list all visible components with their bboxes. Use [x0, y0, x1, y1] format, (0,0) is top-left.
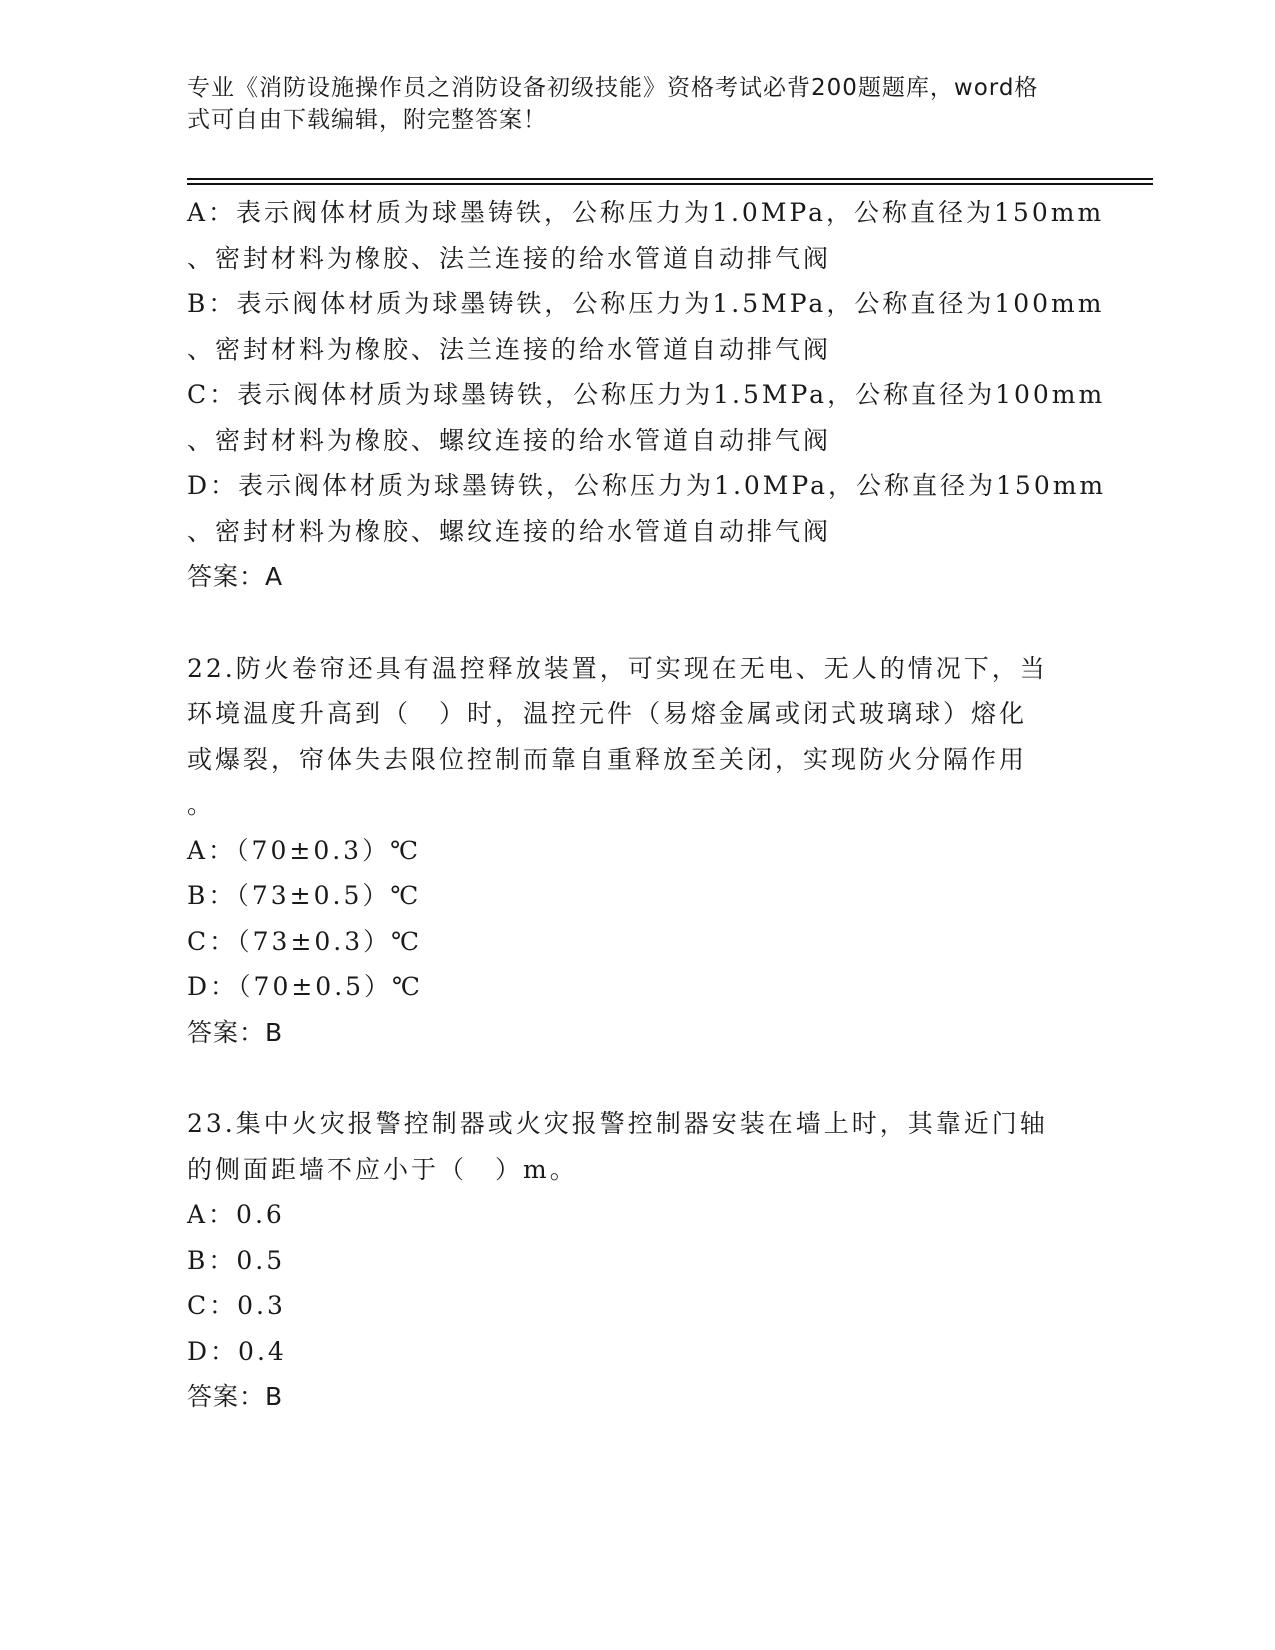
- q21-option-a-line-2: 、密封材料为橡胶、法兰连接的给水管道自动排气阀: [187, 243, 832, 273]
- q21-option-c-line-1: C：表示阀体材质为球墨铸铁，公称压力为1.5MPa，公称直径为100mm: [187, 380, 1106, 409]
- q23-option-a: A：0.6: [187, 1200, 285, 1229]
- q21-option-c-line-2: 、密封材料为橡胶、螺纹连接的给水管道自动排气阀: [187, 425, 832, 455]
- q23-stem-line-2: 的侧面距墙不应小于（ ）m。: [187, 1154, 578, 1184]
- q22-stem-line-1: 22.防火卷帘还具有温控释放装置，可实现在无电、无人的情况下，当: [187, 653, 1048, 683]
- question-23: [187, 1101, 1087, 1420]
- q21-option-b-line-1: B：表示阀体材质为球墨铸铁，公称压力为1.5MPa，公称直径为100mm: [187, 289, 1105, 318]
- header-line-1: 专业《消防设施操作员之消防设备初级技能》资格考试必背200题题库，word格: [187, 75, 1039, 101]
- q23-stem-line-1: 23.集中火灾报警控制器或火灾报警控制器安装在墙上时，其靠近门轴: [187, 1109, 1048, 1138]
- q21-option-a-line-1: A：表示阀体材质为球墨铸铁，公称压力为1.0MPa，公称直径为150mm: [187, 198, 1105, 227]
- header-line-2: 式可自由下载编辑，附完整答案！: [187, 107, 547, 133]
- q23-option-b: B：0.5: [187, 1245, 286, 1275]
- q22-stem-line-2: 环境温度升高到（ ）时，温控元件（易熔金属或闭式玻璃球）熔化: [187, 699, 1028, 728]
- q21-answer: 答案：A: [187, 562, 284, 591]
- q21-option-d-line-1: D：表示阀体材质为球墨铸铁，公称压力为1.0MPa，公称直径为150mm: [187, 471, 1107, 500]
- q22-option-b: B：（73±0.5）℃: [187, 881, 422, 910]
- question-22: [187, 646, 1087, 1056]
- q23-option-c: C：0.3: [187, 1291, 286, 1320]
- q22-option-d: D：（70±0.5）℃: [187, 972, 424, 1001]
- q22-option-a: A：（70±0.3）℃: [187, 835, 422, 865]
- header-divider-top: [187, 178, 1153, 180]
- q21-option-d-line-2: 、密封材料为橡胶、螺纹连接的给水管道自动排气阀: [187, 516, 832, 546]
- q23-answer: 答案：B: [187, 1382, 284, 1411]
- document-header: [187, 72, 1087, 136]
- question-spacer: [187, 600, 1087, 646]
- q22-option-c: C：（73±0.3）℃: [187, 926, 423, 956]
- q21-option-b-line-2: 、密封材料为橡胶、法兰连接的给水管道自动排气阀: [187, 334, 832, 364]
- q23-option-d: D：0.4: [187, 1336, 287, 1366]
- q22-stem-line-4: 。: [187, 790, 216, 819]
- q22-answer: 答案：B: [187, 1017, 284, 1047]
- header-divider-bottom: [187, 183, 1153, 185]
- question-spacer: [187, 1055, 1087, 1101]
- question-21: [187, 190, 1107, 600]
- q22-stem-line-3: 或爆裂，帘体失去限位控制而靠自重释放至关闭，实现防火分隔作用: [187, 744, 1028, 774]
- document-body: [187, 190, 1107, 1420]
